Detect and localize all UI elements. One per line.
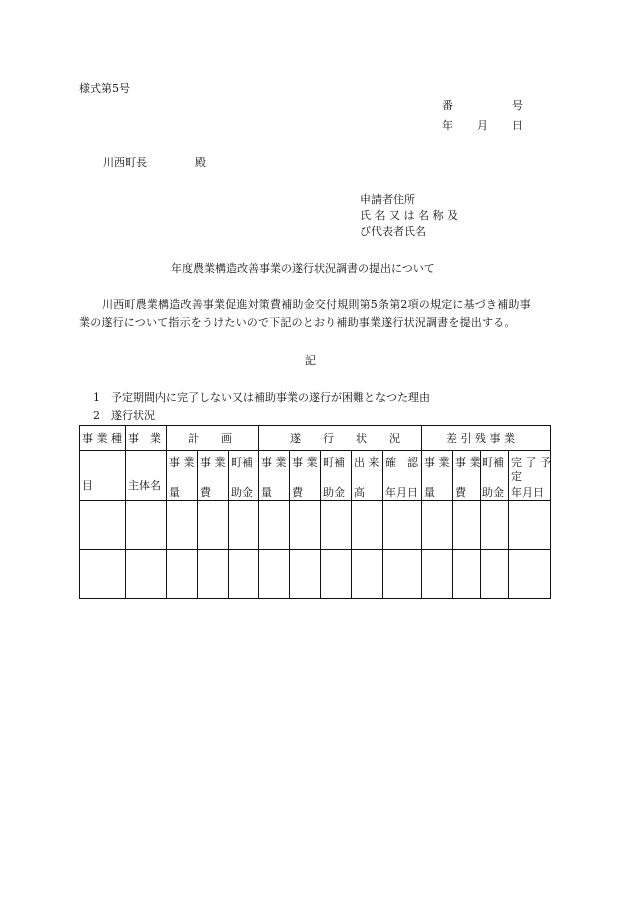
col-s-ryo-top: 事 業 — [261, 456, 287, 469]
col-z-hi-bottom: 費 — [455, 486, 466, 499]
applicant-name-label-1: 氏 名 又 は 名 称 及 — [360, 209, 458, 222]
col-s-hi-bottom: 費 — [292, 486, 303, 499]
col-z-hi-top: 事 業 — [455, 456, 481, 469]
col-k-hojo-top: 町補 — [231, 456, 253, 469]
group-suiko: 遂 行 状 況 — [290, 432, 400, 445]
header-jigyoshu-top: 事 業 種 — [82, 432, 122, 445]
col-s-hojo-bottom: 助金 — [323, 486, 345, 499]
col-s-kakunin-bottom: 年月日 — [385, 486, 418, 499]
col-z-ryo-top: 事 業 — [424, 456, 450, 469]
form-number: 様式第5号 — [79, 82, 130, 95]
col-z-kanryo-3: 年月日 — [511, 486, 544, 499]
addressee-honorific: 殿 — [195, 156, 206, 169]
col-z-kanryo-1: 完 了 予 — [511, 456, 551, 469]
body-text-line-2: 業の遂行について指示をうけたいので下記のとおり補助事業遂行状況調書を提出する。 — [79, 316, 516, 329]
col-k-ryo-top: 事 業 — [169, 456, 195, 469]
col-k-hi-top: 事 業 — [200, 456, 226, 469]
number-suffix: 号 — [512, 99, 523, 112]
col-s-deki-bottom: 高 — [354, 486, 365, 499]
col-s-hojo-top: 町補 — [323, 456, 345, 469]
body-text-line-1: 川西町農業構造改善事業促進対策費補助金交付規則第5条第2項の規定に基づき補助事 — [102, 298, 531, 311]
item-2-status: 2 遂行状況 — [93, 409, 155, 422]
header-jigyo-top: 事 業 — [128, 432, 161, 445]
applicant-address-label: 申請者住所 — [360, 193, 415, 206]
col-k-hojo-bottom: 助金 — [231, 486, 253, 499]
date-month-label: 月 — [477, 119, 488, 132]
col-s-deki-top: 出 来 — [354, 456, 380, 469]
table-border — [80, 426, 551, 599]
document-title: 年度農業構造改善事業の遂行状況調書の提出について — [171, 262, 435, 275]
col-z-hojo-bottom: 助金 — [482, 486, 504, 499]
applicant-name-label-2: び代表者氏名 — [360, 225, 426, 238]
col-z-ryo-bottom: 量 — [424, 486, 435, 499]
header-jigyo-bottom: 主体名 — [128, 479, 161, 492]
col-z-kanryo-2: 定 — [511, 470, 522, 483]
addressee-name: 川西町長 — [103, 156, 147, 169]
header-jigyoshu-bottom: 目 — [82, 479, 93, 492]
item-1-reason: 1 予定期間内に完了しない又は補助事業の遂行が困難となつた理由 — [93, 391, 430, 404]
col-z-hojo-top: 町補 — [482, 456, 504, 469]
group-sahiki: 差 引 残 事 業 — [446, 432, 515, 445]
number-label: 番 — [442, 99, 453, 112]
col-s-ryo-bottom: 量 — [261, 486, 272, 499]
col-s-kakunin-top: 確 認 — [385, 456, 418, 469]
col-k-hi-bottom: 費 — [200, 486, 211, 499]
col-s-hi-top: 事 業 — [292, 456, 318, 469]
date-year-label: 年 — [442, 119, 453, 132]
date-day-label: 日 — [512, 119, 523, 132]
col-k-ryo-bottom: 量 — [169, 486, 180, 499]
ki-heading: 記 — [305, 354, 316, 367]
group-keikaku: 計 画 — [188, 432, 232, 445]
